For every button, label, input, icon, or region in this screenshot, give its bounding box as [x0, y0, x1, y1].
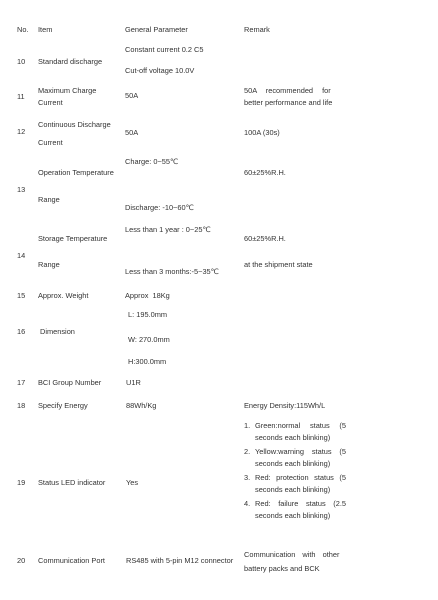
row-no: 16: [17, 327, 26, 336]
header-remark: Remark: [244, 25, 270, 34]
row-remark: 60±25%R.H.: [244, 234, 286, 243]
row-item: Continuous Discharge: [38, 120, 111, 129]
row-param: Less than 3 months:-5~35℃: [125, 267, 219, 276]
row-param: Discharge: -10~60℃: [125, 203, 194, 212]
row-item: Standard discharge: [38, 57, 103, 66]
row-param: Constant current 0.2 C5: [125, 45, 204, 54]
row-no: 14: [17, 251, 26, 260]
list-item: 4. Red: failure status (2.5 seconds each blinking): [244, 499, 346, 520]
row-no: 10: [17, 57, 26, 66]
row-remark: better performance and life: [244, 98, 333, 107]
row-item: Current: [38, 138, 63, 147]
row-no: 19: [17, 478, 26, 487]
row-item: Communication Port: [38, 556, 105, 565]
list-item: 1. Green:normal status (5 seconds each blinking): [244, 421, 346, 442]
row-remark: 60±25%R.H.: [244, 168, 286, 177]
list-item: 3. Red: protection status (5 seconds each blinking): [244, 473, 346, 494]
row-item: Approx. Weight: [38, 291, 89, 300]
row-no: 12: [17, 127, 26, 136]
row-remark: Communication with other: [244, 550, 340, 559]
row-param: W: 270.0mm: [128, 335, 170, 344]
row-param: H:300.0mm: [128, 357, 167, 366]
row-item: Status LED indicator: [38, 478, 106, 487]
row-param: 50A: [125, 91, 139, 100]
header-no: No.: [17, 25, 29, 34]
row-item: BCI Group Number: [38, 378, 102, 387]
row-param: Cut-off voltage 10.0V: [125, 66, 195, 75]
row-param: Charge: 0~55℃: [125, 157, 179, 166]
header-item: Item: [38, 25, 53, 34]
row-no: 11: [17, 92, 25, 101]
row-param: Yes: [126, 478, 139, 487]
row-item: Range: [38, 260, 60, 269]
row-param: 50A: [125, 128, 139, 137]
row-no: 13: [17, 185, 26, 194]
row-item: Specify Energy: [38, 401, 88, 410]
row-remark: battery packs and BCK: [244, 564, 320, 573]
row-param: U1R: [126, 378, 141, 387]
row-remark: Energy Density:115Wh/L: [244, 401, 326, 410]
list-item: 2. Yellow:warning status (5 seconds each blinking): [244, 447, 346, 468]
row-item: Maximum Charge: [38, 86, 97, 95]
led-status-list: [244, 420, 346, 524]
row-no: 18: [17, 401, 26, 410]
row-remark: 100A (30s): [244, 128, 280, 137]
row-param: Less than 1 year : 0~25℃: [125, 225, 211, 234]
row-remark: 50A recommended for: [244, 86, 331, 95]
header-general-parameter: General Parameter: [125, 25, 188, 34]
row-param: 88Wh/Kg: [126, 401, 157, 410]
row-no: 20: [17, 556, 26, 565]
row-item: Storage Temperature: [38, 234, 108, 243]
row-param: L: 195.0mm: [128, 310, 168, 319]
row-no: 17: [17, 378, 26, 387]
row-item: Dimension: [40, 327, 75, 336]
row-item: Operation Temperature: [38, 168, 114, 177]
row-param: Approx 18Kg: [125, 291, 170, 300]
row-item: Current: [38, 98, 63, 107]
row-item: Range: [38, 195, 60, 204]
row-remark: at the shipment state: [244, 260, 313, 269]
row-param: RS485 with 5-pin M12 connector: [126, 556, 234, 565]
row-no: 15: [17, 291, 26, 300]
